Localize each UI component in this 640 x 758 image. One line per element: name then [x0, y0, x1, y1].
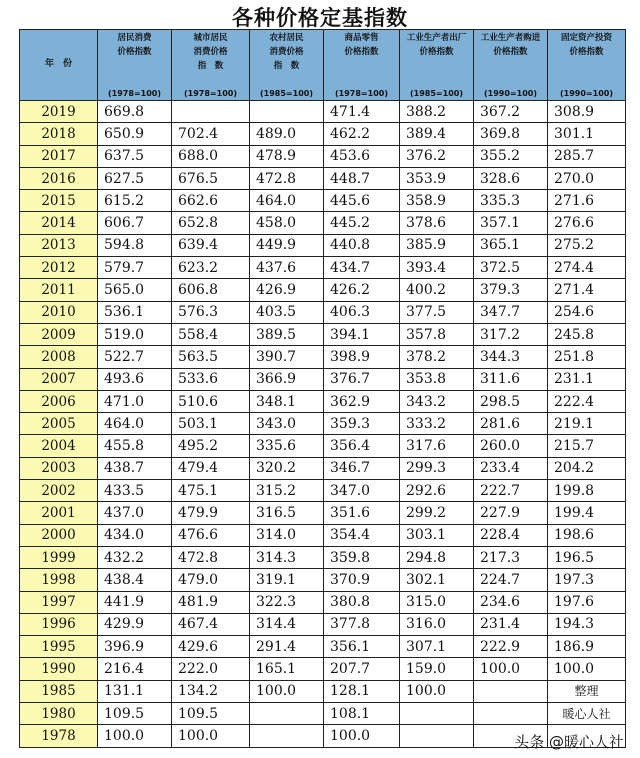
- table-row: [20, 346, 626, 368]
- value-cell: 438.4: [98, 569, 172, 591]
- value-cell: 134.2: [172, 680, 250, 702]
- header-label-line: 价格指数: [117, 47, 152, 57]
- header-base-year: (1978=100): [335, 89, 388, 98]
- value-cell: 271.4: [548, 279, 626, 301]
- year-cell: 2006: [20, 390, 98, 412]
- value-cell: 445.6: [324, 190, 400, 212]
- value-cell: 462.2: [324, 123, 400, 145]
- value-cell: 429.9: [98, 613, 172, 635]
- year-cell: 2000: [20, 524, 98, 546]
- value-cell: 355.2: [474, 145, 548, 167]
- value-cell: 390.7: [250, 346, 324, 368]
- year-cell: 1990: [20, 658, 98, 680]
- header-col-7: [548, 30, 626, 101]
- year-cell: 1985: [20, 680, 98, 702]
- value-cell: 688.0: [172, 145, 250, 167]
- header-base-year: (1978=100): [184, 89, 237, 98]
- value-cell: 215.7: [548, 435, 626, 457]
- value-cell: 316.0: [400, 613, 474, 635]
- year-cell: 1980: [20, 703, 98, 725]
- header-col-4: [324, 30, 400, 101]
- value-cell: 100.0: [548, 658, 626, 680]
- header-col-5: [400, 30, 474, 101]
- value-cell: [400, 725, 474, 747]
- value-cell: 196.5: [548, 546, 626, 568]
- year-cell: 1996: [20, 613, 98, 635]
- header-label-line: 消费价格: [193, 47, 228, 57]
- value-cell: 108.1: [324, 703, 400, 725]
- value-cell: 437.6: [250, 257, 324, 279]
- value-cell: 347.0: [324, 480, 400, 502]
- table-row: [20, 569, 626, 591]
- value-cell: 292.6: [400, 480, 474, 502]
- value-cell: 328.6: [474, 167, 548, 189]
- header-base-year: (1985=100): [260, 89, 313, 98]
- value-cell: 270.0: [548, 167, 626, 189]
- value-cell: 194.3: [548, 613, 626, 635]
- value-cell: 251.8: [548, 346, 626, 368]
- year-cell: 2009: [20, 323, 98, 345]
- value-cell: 702.4: [172, 123, 250, 145]
- value-cell: 294.8: [400, 546, 474, 568]
- value-cell: 652.8: [172, 212, 250, 234]
- value-cell: 536.1: [98, 301, 172, 323]
- value-cell: 650.9: [98, 123, 172, 145]
- year-cell: 1997: [20, 591, 98, 613]
- value-cell: 510.6: [172, 390, 250, 412]
- value-cell: 458.0: [250, 212, 324, 234]
- value-cell: 315.2: [250, 480, 324, 502]
- year-cell: 2007: [20, 368, 98, 390]
- value-cell: 100.0: [400, 680, 474, 702]
- header-year: 年 份: [20, 30, 98, 101]
- value-cell: 311.6: [474, 368, 548, 390]
- value-cell: 260.0: [474, 435, 548, 457]
- year-cell: 2003: [20, 457, 98, 479]
- value-cell: 109.5: [172, 703, 250, 725]
- value-cell: 594.8: [98, 234, 172, 256]
- table-row: [20, 502, 626, 524]
- value-cell: 479.0: [172, 569, 250, 591]
- year-cell: 2017: [20, 145, 98, 167]
- value-cell: 472.8: [172, 546, 250, 568]
- value-cell: 432.2: [98, 546, 172, 568]
- value-cell: 303.1: [400, 524, 474, 546]
- value-cell: 440.8: [324, 234, 400, 256]
- header-label-line: 固定资产投资: [560, 33, 612, 43]
- value-cell: 472.8: [250, 167, 324, 189]
- value-cell: 464.0: [98, 413, 172, 435]
- value-cell: 357.8: [400, 323, 474, 345]
- page-title: 各种价格定基指数: [232, 6, 408, 30]
- value-cell: 315.0: [400, 591, 474, 613]
- value-cell: 669.8: [98, 101, 172, 123]
- value-cell: 308.9: [548, 101, 626, 123]
- value-cell: 165.1: [250, 658, 324, 680]
- header-label-line: 居民消费: [117, 33, 152, 43]
- header-base-year: (1990=100): [484, 89, 537, 98]
- value-cell: 299.3: [400, 457, 474, 479]
- value-cell: 563.5: [172, 346, 250, 368]
- annotation-cell: 整理: [548, 680, 626, 702]
- table-row: [20, 323, 626, 345]
- value-cell: 228.4: [474, 524, 548, 546]
- header-base-year: (1978=100): [108, 89, 161, 98]
- header-label-line: 消费价格: [269, 47, 304, 57]
- value-cell: 346.7: [324, 457, 400, 479]
- table-row: [20, 480, 626, 502]
- value-cell: 316.5: [250, 502, 324, 524]
- value-cell: 198.6: [548, 524, 626, 546]
- value-cell: 376.2: [400, 145, 474, 167]
- table-row: [20, 145, 626, 167]
- year-cell: 2008: [20, 346, 98, 368]
- value-cell: 434.7: [324, 257, 400, 279]
- header-label-line: 工业生产者购进: [480, 33, 541, 43]
- value-cell: 476.6: [172, 524, 250, 546]
- value-cell: 389.5: [250, 323, 324, 345]
- annotation-cell: 暖心人社: [548, 703, 626, 725]
- table-row: [20, 212, 626, 234]
- table-row: [20, 190, 626, 212]
- value-cell: 320.2: [250, 457, 324, 479]
- value-cell: 389.4: [400, 123, 474, 145]
- year-cell: 2002: [20, 480, 98, 502]
- value-cell: 503.1: [172, 413, 250, 435]
- year-cell: 2018: [20, 123, 98, 145]
- value-cell: 222.9: [474, 636, 548, 658]
- value-cell: 207.7: [324, 658, 400, 680]
- year-cell: 1999: [20, 546, 98, 568]
- table-row: [20, 368, 626, 390]
- value-cell: 519.0: [98, 323, 172, 345]
- value-cell: 495.2: [172, 435, 250, 457]
- year-cell: 2016: [20, 167, 98, 189]
- value-cell: 437.0: [98, 502, 172, 524]
- value-cell: 398.9: [324, 346, 400, 368]
- header-label-line: 商品零售: [344, 33, 379, 43]
- value-cell: 467.4: [172, 613, 250, 635]
- value-cell: 366.9: [250, 368, 324, 390]
- year-cell: 2010: [20, 301, 98, 323]
- value-cell: 317.2: [474, 323, 548, 345]
- header-col-6: [474, 30, 548, 101]
- value-cell: 275.2: [548, 234, 626, 256]
- value-cell: 285.7: [548, 145, 626, 167]
- table-row: [20, 636, 626, 658]
- value-cell: 448.7: [324, 167, 400, 189]
- value-cell: 471.0: [98, 390, 172, 412]
- value-cell: 479.9: [172, 502, 250, 524]
- value-cell: 274.4: [548, 257, 626, 279]
- value-cell: 353.8: [400, 368, 474, 390]
- value-cell: 199.4: [548, 502, 626, 524]
- table-row: [20, 658, 626, 680]
- value-cell: 388.2: [400, 101, 474, 123]
- year-cell: 2013: [20, 234, 98, 256]
- header-base-year: (1985=100): [410, 89, 463, 98]
- value-cell: 615.2: [98, 190, 172, 212]
- value-cell: 217.3: [474, 546, 548, 568]
- value-cell: 400.2: [400, 279, 474, 301]
- value-cell: 281.6: [474, 413, 548, 435]
- value-cell: 433.5: [98, 480, 172, 502]
- value-cell: 333.2: [400, 413, 474, 435]
- table-header: [20, 30, 626, 101]
- year-cell: 1998: [20, 569, 98, 591]
- value-cell: 254.6: [548, 301, 626, 323]
- value-cell: 100.0: [98, 725, 172, 747]
- year-cell: 2004: [20, 435, 98, 457]
- value-cell: 100.0: [172, 725, 250, 747]
- header-col-3: [250, 30, 324, 101]
- value-cell: 298.5: [474, 390, 548, 412]
- table-row: [20, 301, 626, 323]
- value-cell: 276.6: [548, 212, 626, 234]
- value-cell: 489.0: [250, 123, 324, 145]
- value-cell: 314.0: [250, 524, 324, 546]
- value-cell: 204.2: [548, 457, 626, 479]
- value-cell: 231.1: [548, 368, 626, 390]
- value-cell: 367.2: [474, 101, 548, 123]
- table-row: [20, 613, 626, 635]
- header-label-line: 价格指数: [419, 47, 454, 57]
- value-cell: 464.0: [250, 190, 324, 212]
- value-cell: 376.7: [324, 368, 400, 390]
- value-cell: 627.5: [98, 167, 172, 189]
- table-row: [20, 413, 626, 435]
- header-label-line: 指 数: [273, 61, 300, 71]
- watermark: 头条 @暖心人社: [514, 733, 624, 751]
- value-cell: 109.5: [98, 703, 172, 725]
- value-cell: 637.5: [98, 145, 172, 167]
- value-cell: 234.6: [474, 591, 548, 613]
- value-cell: 379.3: [474, 279, 548, 301]
- value-cell: 576.3: [172, 301, 250, 323]
- table-row: [20, 680, 626, 702]
- table-row: [20, 257, 626, 279]
- value-cell: 676.5: [172, 167, 250, 189]
- value-cell: 291.4: [250, 636, 324, 658]
- value-cell: 377.5: [400, 301, 474, 323]
- value-cell: 100.0: [324, 725, 400, 747]
- value-cell: 351.6: [324, 502, 400, 524]
- header-col-2: [172, 30, 250, 101]
- value-cell: 565.0: [98, 279, 172, 301]
- value-cell: 271.6: [548, 190, 626, 212]
- value-cell: 245.8: [548, 323, 626, 345]
- value-cell: 471.4: [324, 101, 400, 123]
- value-cell: 639.4: [172, 234, 250, 256]
- year-cell: 2014: [20, 212, 98, 234]
- value-cell: 372.5: [474, 257, 548, 279]
- value-cell: 128.1: [324, 680, 400, 702]
- value-cell: 362.9: [324, 390, 400, 412]
- table-row: [20, 457, 626, 479]
- value-cell: 347.7: [474, 301, 548, 323]
- year-cell: 2012: [20, 257, 98, 279]
- year-cell: 2005: [20, 413, 98, 435]
- value-cell: 222.4: [548, 390, 626, 412]
- value-cell: 314.4: [250, 613, 324, 635]
- value-cell: [474, 703, 548, 725]
- year-cell: 2015: [20, 190, 98, 212]
- table-row: [20, 167, 626, 189]
- value-cell: 426.2: [324, 279, 400, 301]
- value-cell: 579.7: [98, 257, 172, 279]
- table-body: [20, 101, 626, 748]
- value-cell: 222.7: [474, 480, 548, 502]
- value-cell: 344.3: [474, 346, 548, 368]
- value-cell: 302.1: [400, 569, 474, 591]
- header-base-year: (1990=100): [560, 89, 613, 98]
- table-row: [20, 546, 626, 568]
- value-cell: [400, 703, 474, 725]
- value-cell: 322.3: [250, 591, 324, 613]
- value-cell: 533.6: [172, 368, 250, 390]
- value-cell: 299.2: [400, 502, 474, 524]
- value-cell: 449.9: [250, 234, 324, 256]
- header-label-line: 价格指数: [344, 47, 379, 57]
- table-row: [20, 524, 626, 546]
- table-row: [20, 390, 626, 412]
- header-label-line: 农村居民: [269, 33, 304, 43]
- value-cell: [250, 703, 324, 725]
- value-cell: 365.1: [474, 234, 548, 256]
- value-cell: 354.4: [324, 524, 400, 546]
- value-cell: 359.8: [324, 546, 400, 568]
- value-cell: 479.4: [172, 457, 250, 479]
- value-cell: 403.5: [250, 301, 324, 323]
- value-cell: 623.2: [172, 257, 250, 279]
- value-cell: 357.1: [474, 212, 548, 234]
- value-cell: 445.2: [324, 212, 400, 234]
- value-cell: 478.9: [250, 145, 324, 167]
- value-cell: 356.4: [324, 435, 400, 457]
- value-cell: 100.0: [250, 680, 324, 702]
- value-cell: 219.1: [548, 413, 626, 435]
- value-cell: 317.6: [400, 435, 474, 457]
- value-cell: 369.8: [474, 123, 548, 145]
- value-cell: 406.3: [324, 301, 400, 323]
- header-label-line: 指 数: [197, 61, 224, 71]
- header-label-line: 价格指数: [569, 47, 604, 57]
- value-cell: 455.8: [98, 435, 172, 457]
- year-cell: 2001: [20, 502, 98, 524]
- value-cell: 662.6: [172, 190, 250, 212]
- value-cell: 453.6: [324, 145, 400, 167]
- value-cell: 378.6: [400, 212, 474, 234]
- table-row: [20, 123, 626, 145]
- value-cell: 393.4: [400, 257, 474, 279]
- value-cell: 377.8: [324, 613, 400, 635]
- value-cell: 353.9: [400, 167, 474, 189]
- year-cell: 1978: [20, 725, 98, 747]
- table-row: [20, 591, 626, 613]
- value-cell: 606.7: [98, 212, 172, 234]
- value-cell: 380.8: [324, 591, 400, 613]
- year-cell: 1995: [20, 636, 98, 658]
- value-cell: 438.7: [98, 457, 172, 479]
- table-row: [20, 101, 626, 123]
- value-cell: 441.9: [98, 591, 172, 613]
- value-cell: 359.3: [324, 413, 400, 435]
- value-cell: 224.7: [474, 569, 548, 591]
- value-cell: [250, 725, 324, 747]
- value-cell: 426.9: [250, 279, 324, 301]
- header-label-line: 工业生产者出厂: [406, 33, 467, 43]
- value-cell: 396.9: [98, 636, 172, 658]
- value-cell: 131.1: [98, 680, 172, 702]
- value-cell: 335.6: [250, 435, 324, 457]
- value-cell: [474, 680, 548, 702]
- value-cell: 493.6: [98, 368, 172, 390]
- value-cell: 197.3: [548, 569, 626, 591]
- value-cell: 434.0: [98, 524, 172, 546]
- value-cell: 307.1: [400, 636, 474, 658]
- value-cell: 356.1: [324, 636, 400, 658]
- value-cell: 358.9: [400, 190, 474, 212]
- table-row: [20, 234, 626, 256]
- value-cell: 231.4: [474, 613, 548, 635]
- value-cell: 378.2: [400, 346, 474, 368]
- value-cell: 343.0: [250, 413, 324, 435]
- value-cell: [172, 101, 250, 123]
- header-label-line: 城市居民: [193, 33, 228, 43]
- value-cell: 199.8: [548, 480, 626, 502]
- value-cell: 394.1: [324, 323, 400, 345]
- value-cell: [250, 101, 324, 123]
- value-cell: 186.9: [548, 636, 626, 658]
- value-cell: 216.4: [98, 658, 172, 680]
- value-cell: 227.9: [474, 502, 548, 524]
- year-cell: 2011: [20, 279, 98, 301]
- value-cell: 314.3: [250, 546, 324, 568]
- table-row: [20, 435, 626, 457]
- value-cell: 197.6: [548, 591, 626, 613]
- value-cell: 522.7: [98, 346, 172, 368]
- value-cell: 222.0: [172, 658, 250, 680]
- value-cell: 370.9: [324, 569, 400, 591]
- value-cell: 558.4: [172, 323, 250, 345]
- value-cell: 481.9: [172, 591, 250, 613]
- value-cell: 159.0: [400, 658, 474, 680]
- header-col-1: [98, 30, 172, 101]
- value-cell: 233.4: [474, 457, 548, 479]
- value-cell: 343.2: [400, 390, 474, 412]
- header-label-line: 价格指数: [493, 47, 528, 57]
- value-cell: 429.6: [172, 636, 250, 658]
- value-cell: 606.8: [172, 279, 250, 301]
- value-cell: 301.1: [548, 123, 626, 145]
- value-cell: 385.9: [400, 234, 474, 256]
- table-row: [20, 279, 626, 301]
- value-cell: 475.1: [172, 480, 250, 502]
- table-row: [20, 703, 626, 725]
- value-cell: 319.1: [250, 569, 324, 591]
- value-cell: 348.1: [250, 390, 324, 412]
- price-index-table: [19, 29, 626, 748]
- year-cell: 2019: [20, 101, 98, 123]
- value-cell: 100.0: [474, 658, 548, 680]
- value-cell: 335.3: [474, 190, 548, 212]
